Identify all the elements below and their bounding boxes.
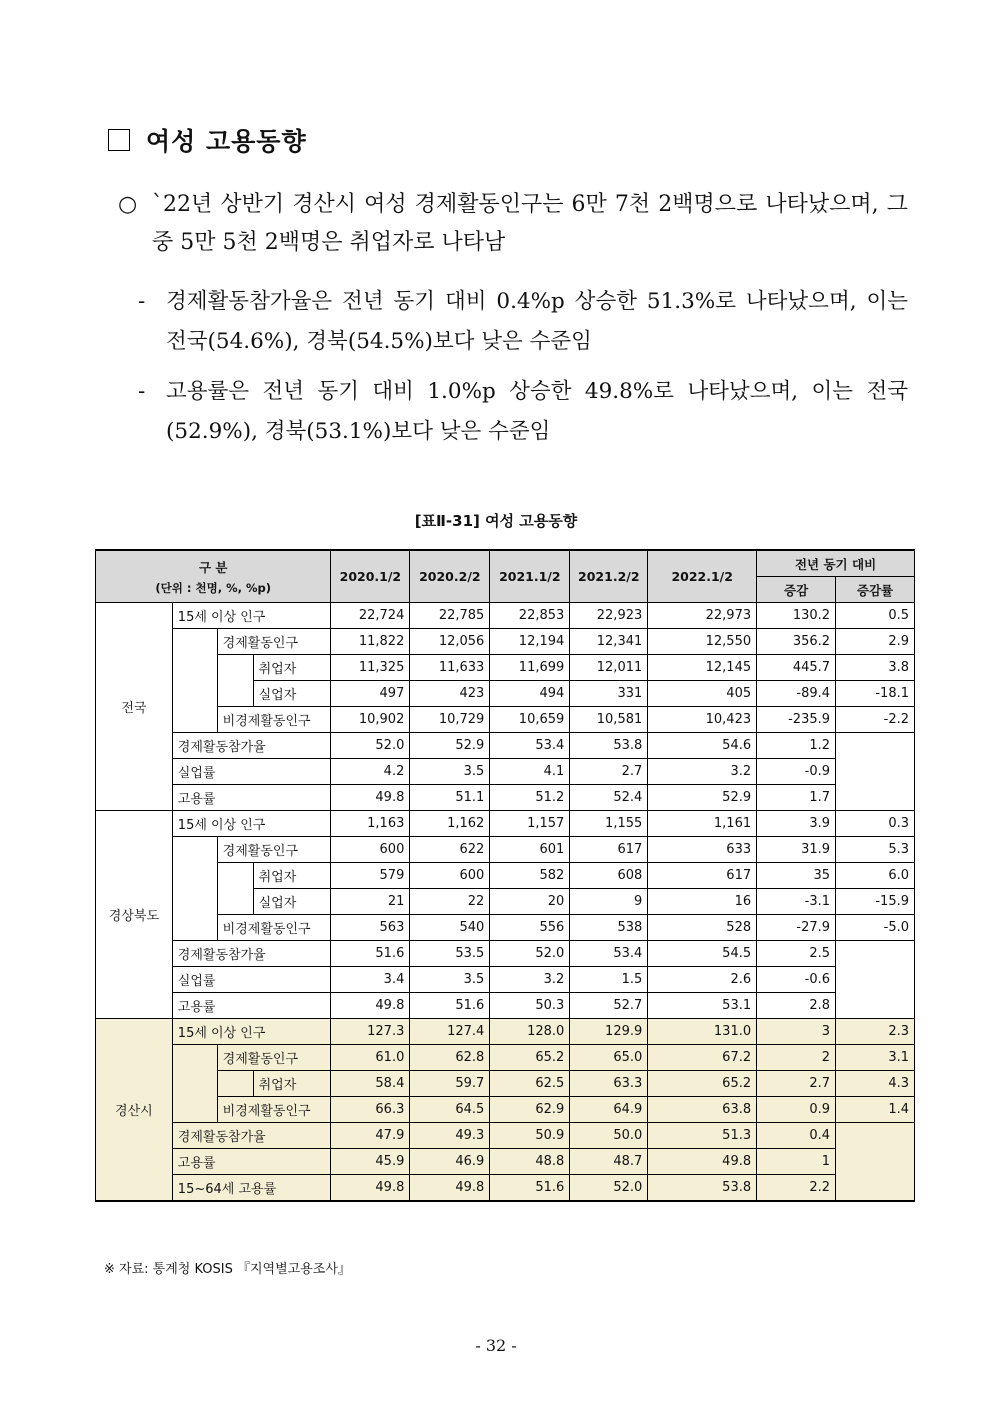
cell: 22 [410,889,490,915]
cell: 50.0 [570,1123,648,1149]
bullet-text-1: `22년 상반기 경산시 여성 경제활동인구는 6만 7천 2백명으로 나타났으며, 그 중 5만 5천 2백명은 취업자로 나타남 [152,192,908,255]
indent-cell [172,1045,217,1123]
row-label: 경제활동참가율 [172,941,331,967]
cell: 0.9 [757,1097,836,1123]
table-row [96,915,915,941]
cell: 582 [490,863,570,889]
cell: 52.4 [570,785,648,811]
cell: 52.7 [570,993,648,1019]
cell: 445.7 [757,655,836,681]
cell: 22,853 [490,603,570,629]
cell: 20 [490,889,570,915]
cell: 1.4 [836,1097,915,1123]
cell: 3.2 [490,967,570,993]
cell: 633 [648,837,757,863]
cell: 130.2 [757,603,836,629]
table-row [96,1123,915,1149]
table-row [96,993,915,1019]
cell: 600 [331,837,410,863]
cell: 4.1 [490,759,570,785]
cell: 3.8 [836,655,915,681]
cell: 52.0 [490,941,570,967]
table-row [96,863,915,889]
row-label: 고용률 [172,993,331,1019]
cell: 128.0 [490,1019,570,1045]
cell: 6.0 [836,863,915,889]
row-label: 15세 이상 인구 [172,603,331,629]
cell: 12,011 [570,655,648,681]
header-yoy: 전년 동기 대비 [757,550,915,577]
cell: 22,973 [648,603,757,629]
table-row [96,655,915,681]
cell: 617 [570,837,648,863]
empty-cell [836,941,915,1019]
cell: 11,699 [490,655,570,681]
header-year: 2021.1/2 [490,550,570,603]
cell: 67.2 [648,1045,757,1071]
cell: 1,161 [648,811,757,837]
cell: 2.8 [757,993,836,1019]
cell: 497 [331,681,410,707]
row-label: 15~64세 고용률 [172,1175,331,1202]
cell: 12,056 [410,629,490,655]
cell: 46.9 [410,1149,490,1175]
cell: 2.9 [836,629,915,655]
cell: 579 [331,863,410,889]
cell: 0.4 [757,1123,836,1149]
cell: 22,923 [570,603,648,629]
cell: 51.6 [410,993,490,1019]
cell: 617 [648,863,757,889]
cell: 22,785 [410,603,490,629]
table-row [96,1071,915,1097]
header-gubun-label: 구 분 [198,559,228,575]
header-gubun [96,550,331,603]
indent-cell [217,655,253,707]
cell: 49.8 [331,993,410,1019]
table-row [96,1097,915,1123]
cell: 53.5 [410,941,490,967]
cell: 51.6 [490,1175,570,1202]
cell: 12,194 [490,629,570,655]
row-label: 취업자 [253,655,331,681]
cell: 61.0 [331,1045,410,1071]
cell: 4.3 [836,1071,915,1097]
dash-bullet-icon: - [138,289,146,314]
cell: 11,822 [331,629,410,655]
cell: 608 [570,863,648,889]
row-label: 실업자 [253,889,331,915]
cell: 54.5 [648,941,757,967]
cell: 48.7 [570,1149,648,1175]
empty-cell [836,1123,915,1202]
cell: 12,550 [648,629,757,655]
row-label: 경제활동인구 [217,837,331,863]
bullet-paragraph-1 [118,186,908,262]
header-unit: (단위 : 천명, %, %p) [155,580,271,595]
bullet-paragraph-3 [138,372,908,452]
table-row [96,1149,915,1175]
cell: -27.9 [757,915,836,941]
cell: 10,423 [648,707,757,733]
table-row [96,785,915,811]
cell: 66.3 [331,1097,410,1123]
header-change-rate: 증감률 [836,577,915,603]
cell: 49.8 [331,1175,410,1202]
cell: 49.3 [410,1123,490,1149]
table-row [96,603,915,629]
cell: 528 [648,915,757,941]
cell: 538 [570,915,648,941]
cell: 5.3 [836,837,915,863]
cell: 31.9 [757,837,836,863]
cell: 540 [410,915,490,941]
indent-cell [217,863,253,915]
cell: 58.4 [331,1071,410,1097]
cell: 63.8 [648,1097,757,1123]
cell: -3.1 [757,889,836,915]
group-label: 경산시 [96,1019,173,1202]
cell: 49.8 [410,1175,490,1202]
cell: 12,145 [648,655,757,681]
cell: 22,724 [331,603,410,629]
cell: 3.4 [331,967,410,993]
dash-bullet-icon: - [138,379,146,404]
cell: 1.2 [757,733,836,759]
cell: -2.2 [836,707,915,733]
header-year: 2022.1/2 [648,550,757,603]
bullet-text-3: 고용률은 전년 동기 대비 1.0%p 상승한 49.8%로 나타났으며, 이는 전국(52.9%), 경북(53.1%)보다 낮은 수준임 [166,379,908,444]
cell: 64.5 [410,1097,490,1123]
row-label: 경제활동인구 [217,629,331,655]
table-row [96,967,915,993]
header-change: 증감 [757,577,836,603]
table-row [96,1045,915,1071]
cell: 10,729 [410,707,490,733]
cell: -0.6 [757,967,836,993]
source-note: ※ 자료: 통계청 KOSIS 『지역별고용조사』 [104,1262,351,1277]
cell: -0.9 [757,759,836,785]
cell: 9 [570,889,648,915]
cell: 405 [648,681,757,707]
cell: 51.1 [410,785,490,811]
row-label: 고용률 [172,785,331,811]
circle-bullet-icon: ○ [118,192,138,217]
cell: 52.9 [410,733,490,759]
cell: -5.0 [836,915,915,941]
row-label: 실업자 [253,681,331,707]
cell: 53.4 [570,941,648,967]
cell: 11,633 [410,655,490,681]
employment-table [95,549,915,1202]
cell: 52.9 [648,785,757,811]
cell: 49.8 [331,785,410,811]
header-year: 2020.2/2 [410,550,490,603]
cell: 129.9 [570,1019,648,1045]
row-label: 비경제활동인구 [217,707,331,733]
page-number: - 32 - [475,1336,517,1355]
cell: 53.8 [648,1175,757,1202]
section-title [108,122,307,158]
cell: 52.0 [331,733,410,759]
cell: 65.2 [648,1071,757,1097]
row-label: 취업자 [253,863,331,889]
row-label: 15세 이상 인구 [172,811,331,837]
cell: 48.8 [490,1149,570,1175]
cell: 1,155 [570,811,648,837]
cell: 3.9 [757,811,836,837]
cell: 62.8 [410,1045,490,1071]
cell: 3.2 [648,759,757,785]
cell: 3 [757,1019,836,1045]
cell: 45.9 [331,1149,410,1175]
group-label: 경상북도 [96,811,173,1019]
row-label: 비경제활동인구 [217,915,331,941]
indent-cell [217,1071,253,1097]
cell: -15.9 [836,889,915,915]
cell: 59.7 [410,1071,490,1097]
cell: -18.1 [836,681,915,707]
cell: 64.9 [570,1097,648,1123]
table-row [96,733,915,759]
cell: 1.7 [757,785,836,811]
cell: 601 [490,837,570,863]
cell: 50.3 [490,993,570,1019]
cell: 423 [410,681,490,707]
cell: 494 [490,681,570,707]
cell: 127.3 [331,1019,410,1045]
table-row [96,941,915,967]
row-label: 비경제활동인구 [217,1097,331,1123]
cell: 51.3 [648,1123,757,1149]
row-label: 실업률 [172,759,331,785]
cell: 2.3 [836,1019,915,1045]
table-row [96,837,915,863]
cell: 0.5 [836,603,915,629]
cell: 2.7 [757,1071,836,1097]
table-row [96,1019,915,1045]
table-row [96,759,915,785]
cell: 65.2 [490,1045,570,1071]
cell: 3.1 [836,1045,915,1071]
cell: 63.3 [570,1071,648,1097]
cell: 1,163 [331,811,410,837]
cell: 4.2 [331,759,410,785]
cell: 50.9 [490,1123,570,1149]
cell: 2.2 [757,1175,836,1202]
cell: 12,341 [570,629,648,655]
cell: 47.9 [331,1123,410,1149]
cell: 600 [410,863,490,889]
cell: 563 [331,915,410,941]
empty-cell [836,733,915,811]
cell: 11,325 [331,655,410,681]
row-label: 경제활동참가율 [172,1123,331,1149]
cell: 51.2 [490,785,570,811]
cell: 35 [757,863,836,889]
cell: 53.8 [570,733,648,759]
cell: 2.7 [570,759,648,785]
cell: 65.0 [570,1045,648,1071]
cell: 356.2 [757,629,836,655]
cell: 53.4 [490,733,570,759]
bullet-text-2: 경제활동참가율은 전년 동기 대비 0.4%p 상승한 51.3%로 나타났으며, 이는 전국(54.6%), 경북(54.5%)보다 낮은 수준임 [166,289,908,354]
cell: 53.1 [648,993,757,1019]
cell: 131.0 [648,1019,757,1045]
section-title-text: 여성 고용동향 [146,127,307,156]
cell: 3.5 [410,967,490,993]
group-label: 전국 [96,603,173,811]
cell: 2.5 [757,941,836,967]
table-row [96,707,915,733]
cell: 331 [570,681,648,707]
cell: 1 [757,1149,836,1175]
cell: 127.4 [410,1019,490,1045]
bullet-paragraph-2 [138,282,908,362]
cell: 1,162 [410,811,490,837]
cell: -235.9 [757,707,836,733]
row-label: 경제활동참가율 [172,733,331,759]
row-label: 15세 이상 인구 [172,1019,331,1045]
cell: 1,157 [490,811,570,837]
cell: 1.5 [570,967,648,993]
cell: 16 [648,889,757,915]
cell: 2.6 [648,967,757,993]
cell: 62.5 [490,1071,570,1097]
row-label: 고용률 [172,1149,331,1175]
cell: 49.8 [648,1149,757,1175]
cell: 2 [757,1045,836,1071]
cell: 62.9 [490,1097,570,1123]
cell: 52.0 [570,1175,648,1202]
header-year: 2021.2/2 [570,550,648,603]
table-row [96,811,915,837]
cell: 556 [490,915,570,941]
cell: 3.5 [410,759,490,785]
table-row [96,1175,915,1202]
row-label: 실업률 [172,967,331,993]
cell: 0.3 [836,811,915,837]
cell: 51.6 [331,941,410,967]
row-label: 경제활동인구 [217,1045,331,1071]
cell: 622 [410,837,490,863]
header-year: 2020.1/2 [331,550,410,603]
checkbox-square-icon [108,129,130,151]
cell: 21 [331,889,410,915]
indent-cell [172,837,217,941]
table-row [96,629,915,655]
indent-cell [172,629,217,733]
cell: 10,902 [331,707,410,733]
row-label: 취업자 [253,1071,331,1097]
table-title: [표Ⅱ-31] 여성 고용동향 [414,512,578,530]
cell: -89.4 [757,681,836,707]
cell: 10,659 [490,707,570,733]
cell: 10,581 [570,707,648,733]
cell: 54.6 [648,733,757,759]
